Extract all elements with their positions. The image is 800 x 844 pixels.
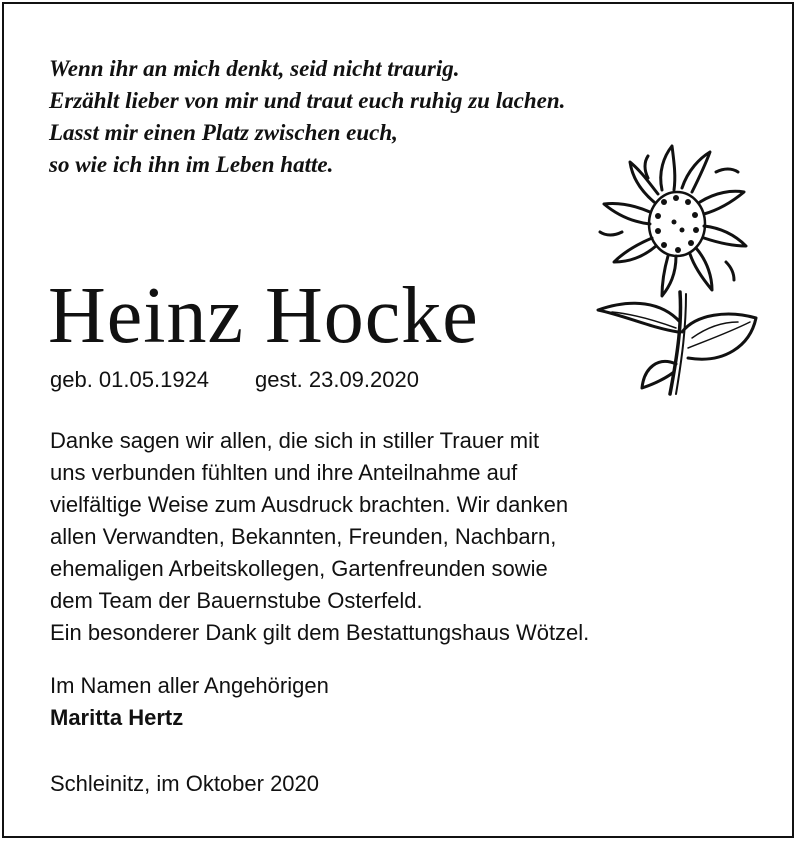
on-behalf-text: Im Namen aller Angehörigen <box>50 673 329 698</box>
poem-line: Lasst mir einen Platz zwischen euch, <box>49 120 398 145</box>
signer-name: Maritta Hertz <box>50 705 184 730</box>
poem-verse <box>49 53 565 181</box>
thanks-line: Ein besonderer Dank gilt dem Bestattungshaus Wötzel. <box>50 620 590 645</box>
thanks-line: vielfältige Weise zum Ausdruck brachten. Wir danken <box>50 492 569 517</box>
thanks-line: allen Verwandten, Bekannten, Freunden, Nachbarn, <box>50 524 557 549</box>
place-date: Schleinitz, im Oktober 2020 <box>50 771 320 796</box>
thanks-line: ehemaligen Arbeitskollegen, Gartenfreunden sowie <box>50 556 548 581</box>
birth-date: geb. 01.05.1924 <box>50 367 210 392</box>
life-dates <box>50 365 419 395</box>
sunflower-icon <box>592 132 762 412</box>
closing-block <box>50 670 329 734</box>
deceased-name: Heinz Hocke <box>48 272 479 360</box>
death-date: gest. 23.09.2020 <box>255 367 419 392</box>
thanks-line: Danke sagen wir allen, die sich in stiller Trauer mit <box>50 428 540 453</box>
notice-frame <box>2 2 794 838</box>
poem-line: Erzählt lieber von mir und traut euch ruhig zu lachen. <box>49 88 566 113</box>
thanks-line: uns verbunden fühlten und ihre Anteilnahme auf <box>50 460 518 485</box>
poem-line: so wie ich ihn im Leben hatte. <box>49 152 334 177</box>
thanks-line: dem Team der Bauernstube Osterfeld. <box>50 588 423 613</box>
thanks-text <box>50 425 589 649</box>
poem-line: Wenn ihr an mich denkt, seid nicht traurig. <box>49 56 460 81</box>
